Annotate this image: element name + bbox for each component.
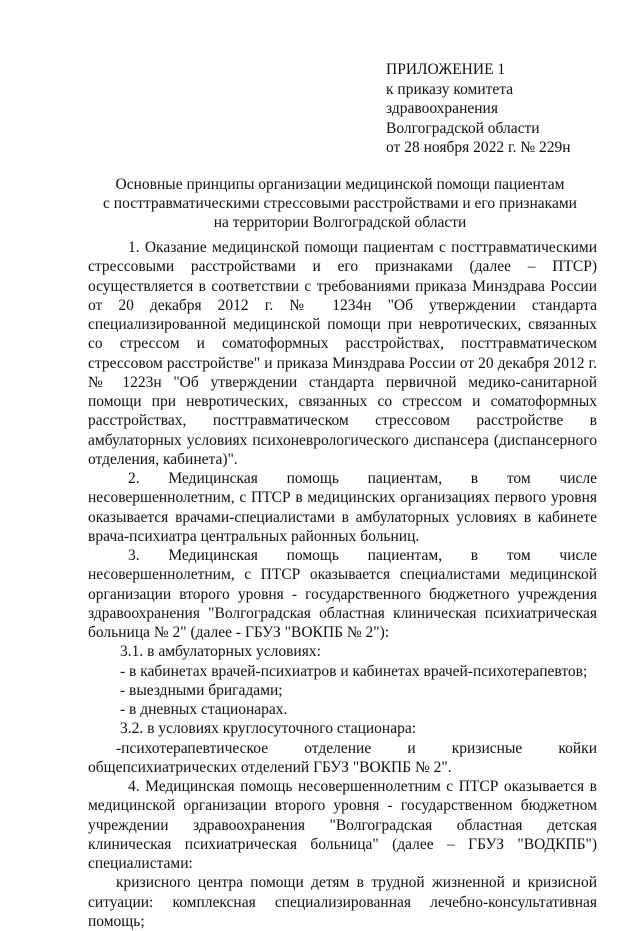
- title-line-1: Основные принципы организации медицинской помощи пациентам: [115, 176, 565, 193]
- list-item-mobile-teams: - выездными бригадами;: [120, 681, 283, 699]
- appendix-committee-line: здравоохранения: [386, 100, 498, 117]
- appendix-order-line: к приказу комитета: [386, 80, 514, 98]
- list-item-psychotherapy-unit: -психотерапевтическое отделение и кризисные койки общепсихиатрических отделений ГБУЗ "ВОКПБ № 2".: [88, 739, 597, 776]
- appendix-region-line: Волгоградской области: [386, 119, 540, 137]
- paragraph-3-2: 3.2. в условиях круглосуточного стационара:: [120, 720, 417, 738]
- paragraph-4-crisis-center: кризисного центра помощи детям в трудной жизненной и кризисной ситуации: комплексная специализированная лечебно-консультативная помощь;: [88, 874, 597, 930]
- paragraph-3-1: 3.1. в амбулаторных условиях:: [120, 643, 321, 661]
- title-line-2: с посттравматическими стрессовыми расстройствами и его признаками: [103, 195, 577, 212]
- appendix-date-line: от 28 ноября 2022 г. № 229н: [386, 139, 571, 156]
- document-body: [88, 238, 597, 931]
- title-line-3: на территории Волгоградской области: [213, 214, 467, 231]
- document-title: [80, 175, 600, 232]
- list-item-psychiatrist-offices: - в кабинетах врачей-психиатров и кабинетах врачей-психотерапевтов;: [120, 662, 588, 680]
- paragraph-4: 4. Медицинская помощь несовершеннолетним с ПТСР оказывается в медицинской организации второго уровня - государственном бюджетном учреждении здравоохранения "Волгоградская областная детская клиническая психиатрическая больница" (далее – ГБУЗ "ВОДКПБ") специалистами:: [88, 778, 597, 872]
- paragraph-3: 3. Медицинская помощь пациентам, в том числе несовершеннолетним, с ПТСР оказывается специалистами медицинской организации второго уровня - государственного бюджетного учреждения здравоохранения "Волгоградская областная клиническая психиатрическая больница № 2" (далее - ГБУЗ "ВОКПБ № 2"):: [88, 547, 597, 641]
- appendix-title: ПРИЛОЖЕНИЕ 1: [386, 61, 506, 78]
- paragraph-2: 2. Медицинская помощь пациентам, в том числе несовершеннолетним, с ПТСР в медицинских организациях первого уровня оказывается врачами-специалистами в амбулаторных условиях в кабинете врача-психиатра центральных районных больниц.: [88, 470, 597, 545]
- list-item-day-hospitals: - в дневных стационарах.: [120, 701, 288, 718]
- appendix-header: [386, 60, 571, 158]
- paragraph-1: 1. Оказание медицинской помощи пациентам с посттравматическими стрессовыми расстройствами и его признаками (далее – ПТСР) осуществляется в соответствии с требованиями приказа Минздрава России от 20 декабря 2012 г. № 1234н "Об утверждении стандарта специализированной медицинской помощи при невротических, связанных со стрессом и соматоформных расстройствах, посттравматическом стрессовом расстройстве" и приказа Минздрава России от 20 декабря 2012 г. № 1223н "Об утверждении стандарта первичной медико-санитарной помощи при невротических, связанных со стрессом и соматоформных расстройствах, посттравматическом стрессовом расстройстве в амбулаторных условиях психоневрологического диспансера (диспансерного отделения, кабинета)".: [88, 239, 597, 468]
